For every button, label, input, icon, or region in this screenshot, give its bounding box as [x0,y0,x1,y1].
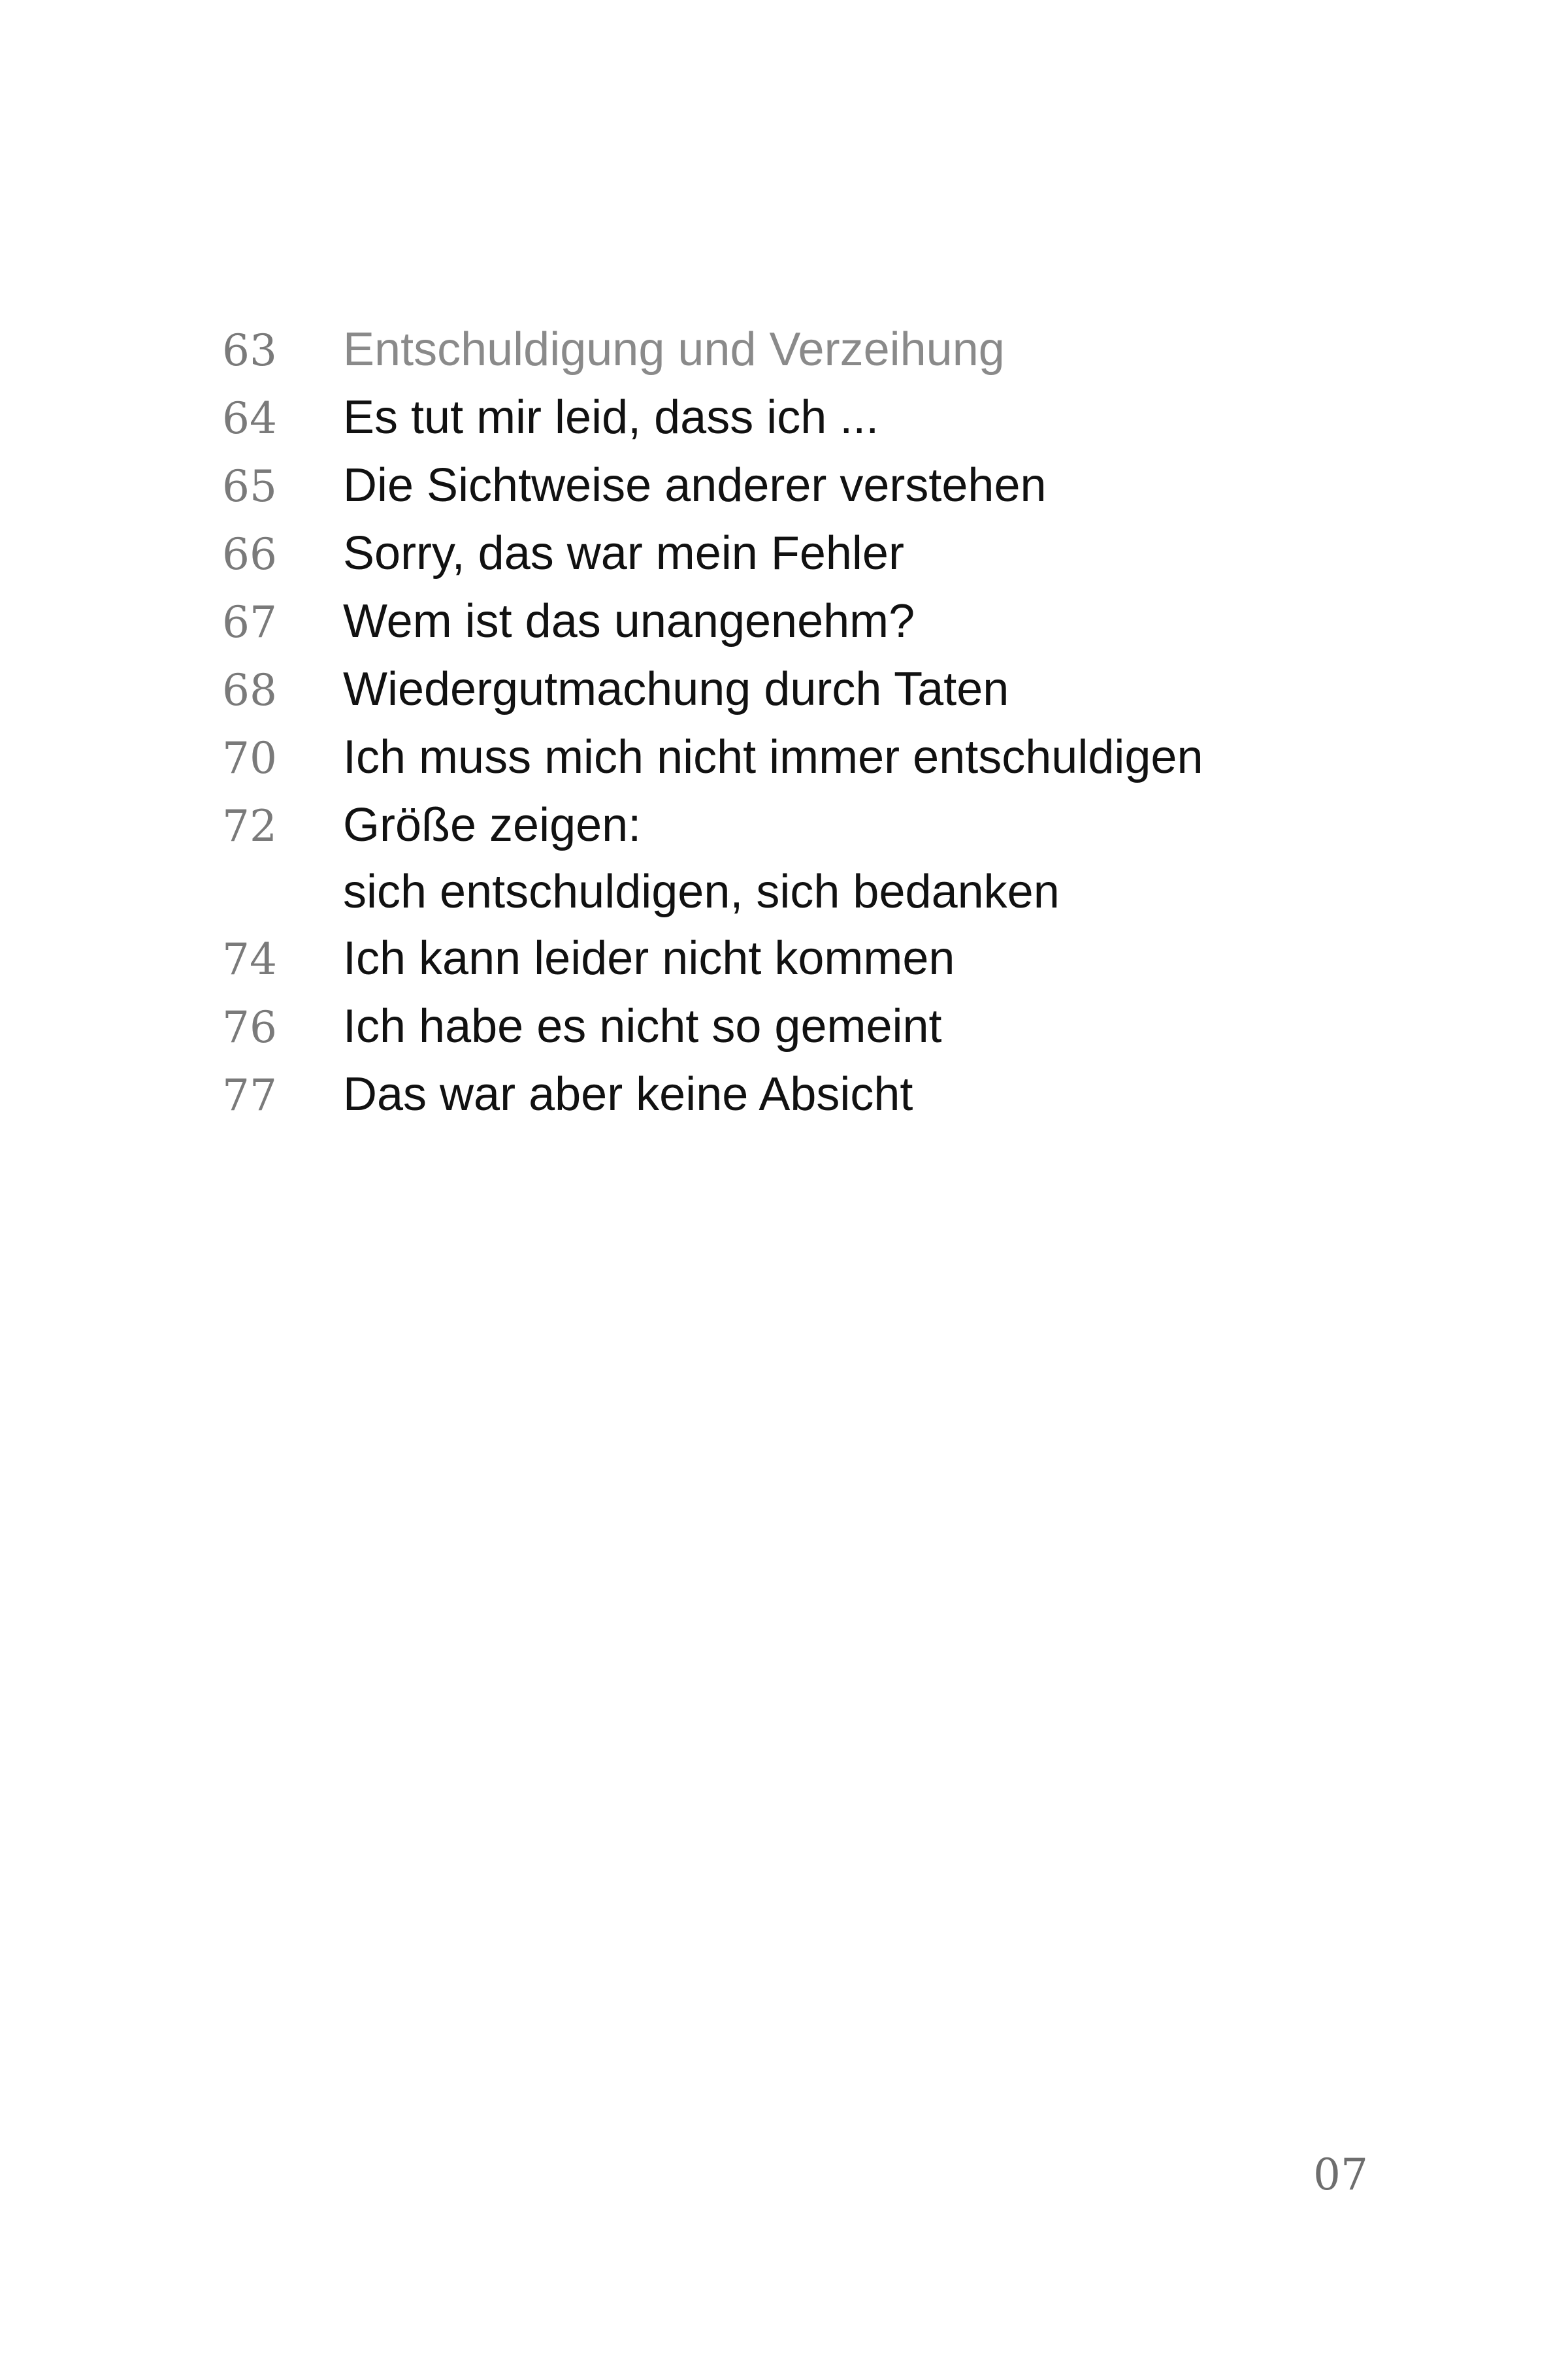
toc-entry [222,993,1398,1061]
toc-page-number: 74 [222,934,277,985]
toc-section-title: Entschuldigung und Verzeihung [343,323,1005,376]
toc-page-number: 66 [222,529,277,580]
toc-entry-title: Ich muss mich nicht immer entschuldigen [343,731,1203,783]
toc-entry [222,792,1398,925]
toc-entry [222,384,1398,452]
toc-entry-title-continuation: sich entschuldigen, sich bedanken [343,866,1060,918]
toc-page-number: 65 [222,461,277,512]
toc-entry-title: Es tut mir leid, dass ich ... [343,391,879,444]
toc-entry [222,520,1398,588]
toc-page-number: 63 [222,325,277,376]
toc-page-number: 64 [222,393,277,444]
toc-page-number: 70 [222,733,277,783]
page-number: 07 [1313,2150,1368,2200]
toc-entry [222,452,1398,520]
toc-entry-title: Ich kann leider nicht kommen [343,932,955,985]
toc-entry-title: Die Sichtweise anderer verstehen [343,459,1047,512]
toc-page-number: 68 [222,665,277,715]
toc-entry-title [343,792,1060,925]
toc-page-number: 76 [222,1002,277,1053]
toc-page-number: 72 [222,801,277,851]
toc-entry [222,724,1398,792]
toc-entry-title: Sorry, das war mein Fehler [343,527,904,580]
toc-page-number: 77 [222,1070,277,1121]
toc-entry-title: Ich habe es nicht so gemeint [343,1000,942,1053]
toc-entry [222,588,1398,656]
toc-entry-title: Wem ist das unangenehm? [343,595,915,647]
toc-section-heading [222,316,1398,384]
toc-entry-title: Wiedergutmachung durch Taten [343,663,1009,715]
toc-entry-title: Das war aber keine Absicht [343,1068,913,1121]
toc-entry [222,925,1398,993]
toc-entry [222,656,1398,724]
toc-page-number: 67 [222,597,277,647]
toc-entry [222,1061,1398,1129]
table-of-contents [222,316,1398,1129]
toc-entry-title-line: Größe zeigen: [343,799,642,851]
